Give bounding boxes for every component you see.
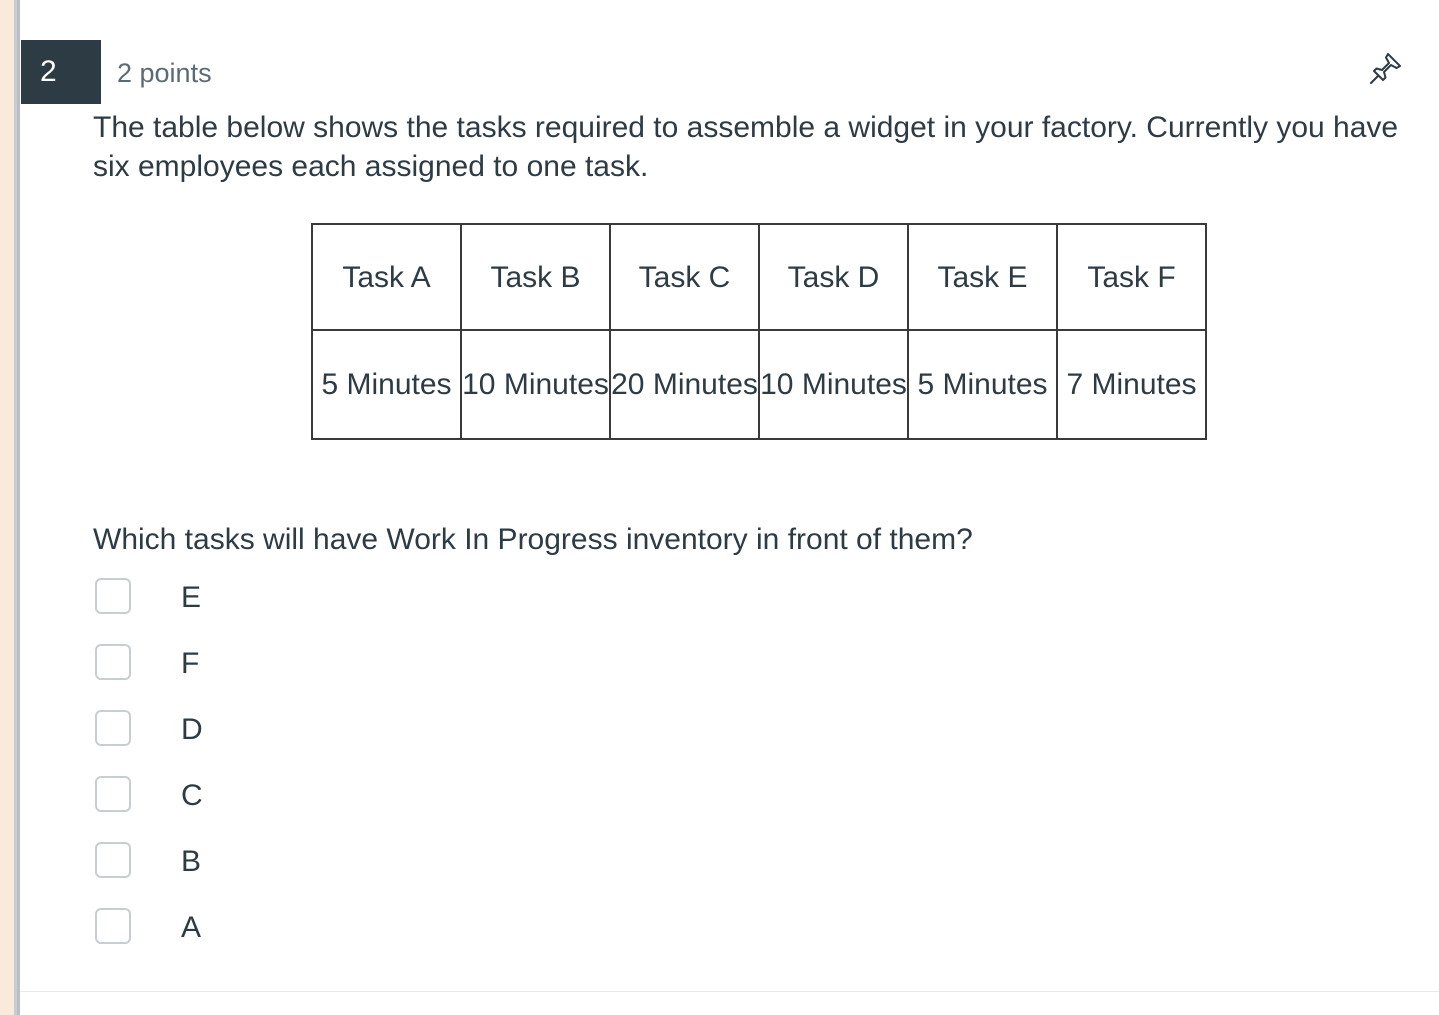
- table-cell: 7 Minutes: [1057, 330, 1206, 439]
- question-points: 2 points: [117, 58, 212, 88]
- question-prompt: The table below shows the tasks required to assemble a widget in your factory. Currently you have six employees each assigned to one task.: [93, 111, 1399, 183]
- left-divider-inner: [17, 0, 20, 1015]
- table-cell: 5 Minutes: [908, 330, 1057, 439]
- answer-option[interactable]: [95, 710, 495, 776]
- answer-checkbox[interactable]: [95, 842, 131, 878]
- table-header-cell: Task C: [610, 224, 759, 330]
- answer-label[interactable]: A: [181, 911, 202, 944]
- answer-checkbox[interactable]: [95, 644, 131, 680]
- answer-option[interactable]: [95, 644, 495, 710]
- answer-checkbox[interactable]: [95, 578, 131, 614]
- answer-option[interactable]: [95, 842, 495, 908]
- table-row: [312, 330, 1206, 439]
- table-cell: 5 Minutes: [312, 330, 461, 439]
- left-accent-strip: [0, 0, 14, 1015]
- answer-label[interactable]: C: [181, 779, 203, 812]
- answer-label[interactable]: D: [181, 713, 203, 746]
- table-cell: 10 Minutes: [759, 330, 908, 439]
- answer-option[interactable]: [95, 776, 495, 842]
- answer-option[interactable]: [95, 908, 495, 974]
- table-header-row: [312, 224, 1206, 330]
- question-text: Which tasks will have Work In Progress inventory in front of them?: [93, 523, 973, 556]
- answer-label[interactable]: F: [181, 647, 200, 680]
- bottom-divider: [20, 991, 1439, 992]
- table-header-cell: Task B: [461, 224, 610, 330]
- answer-option[interactable]: [95, 578, 495, 644]
- answer-checkbox[interactable]: [95, 776, 131, 812]
- answer-checkbox[interactable]: [95, 710, 131, 746]
- table-header-cell: Task A: [312, 224, 461, 330]
- question-number-badge: 2: [21, 40, 101, 104]
- table-cell: 10 Minutes: [461, 330, 610, 439]
- answer-checkbox[interactable]: [95, 908, 131, 944]
- table-header-cell: Task E: [908, 224, 1057, 330]
- answer-label[interactable]: E: [181, 581, 202, 614]
- table-header-cell: Task D: [759, 224, 908, 330]
- pin-icon[interactable]: [1368, 50, 1404, 86]
- answer-label[interactable]: B: [181, 845, 202, 878]
- task-time-table: [311, 223, 1207, 440]
- table-header-cell: Task F: [1057, 224, 1206, 330]
- answer-list: [95, 578, 495, 974]
- table-cell: 20 Minutes: [610, 330, 759, 439]
